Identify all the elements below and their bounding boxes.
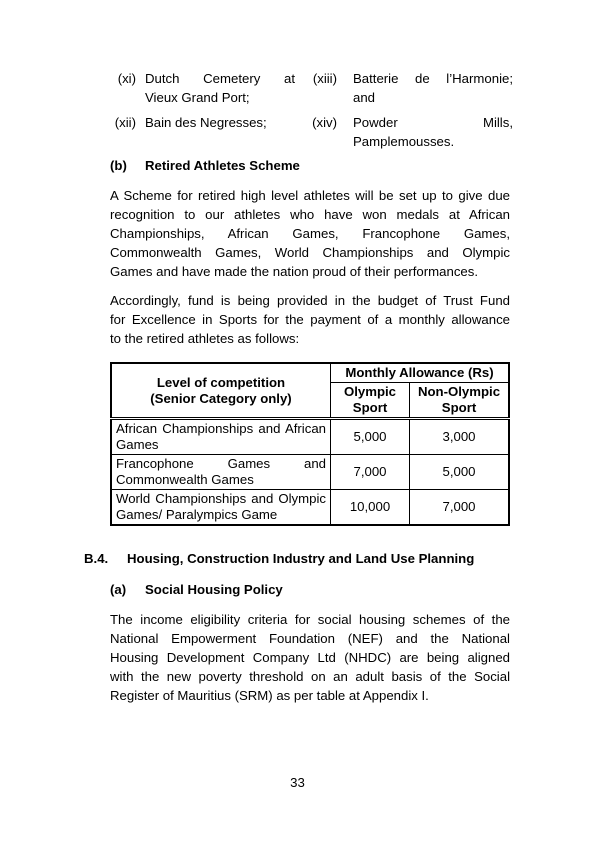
list-text: Powder Mills, Pamplemousses.: [353, 115, 513, 149]
column-header-olympic: Olympic Sport: [331, 383, 410, 419]
paragraph: The income eligibility criteria for social housing schemes of the National Empowerment Foundation (NEF) and the National Housing Development Company Ltd (NHDC) are being aligned with the new poverty threshold on an adult basis of the Social Register of Mauritius (SRM) as per table at Appendix I.: [110, 612, 510, 703]
table-cell-non-olympic: 5,000: [410, 455, 510, 490]
table-cell-non-olympic: 3,000: [410, 419, 510, 455]
list-text: Bain des Negresses;: [145, 115, 267, 130]
list-number: (xii): [114, 115, 136, 130]
table-cell-olympic: 10,000: [331, 490, 410, 526]
table-cell-olympic: 7,000: [331, 455, 410, 490]
table-header-row: [111, 363, 509, 383]
section-heading: Retired Athletes Scheme: [145, 158, 300, 173]
table-cell-level: World Championships and Olympic Games/ Paralympics Game: [111, 490, 331, 526]
heritage-sites-list: [98, 69, 513, 157]
table-cell-level: Francophone Games and Commonwealth Games: [111, 455, 331, 490]
table-cell-level: African Championships and African Games: [111, 419, 331, 455]
section-label: (a): [110, 582, 127, 597]
column-header-level: Level of competition (Senior Category only): [111, 363, 331, 419]
allowance-table: [110, 362, 510, 526]
section-heading: Social Housing Policy: [145, 582, 283, 597]
table-row: [111, 419, 509, 455]
table-cell-olympic: 5,000: [331, 419, 410, 455]
table-cell-non-olympic: 7,000: [410, 490, 510, 526]
table-row: [111, 490, 509, 526]
list-number: (xi): [117, 71, 136, 86]
section-heading: Housing, Construction Industry and Land Use Planning: [127, 551, 475, 566]
paragraph: Accordingly, fund is being provided in the budget of Trust Fund for Excellence in Sports for the payment of a monthly allowance to the retired athletes as follows:: [110, 293, 510, 346]
section-label: (b): [110, 158, 127, 173]
table-row: [111, 455, 509, 490]
page-number: 33: [290, 775, 305, 790]
column-header-non-olympic: Non-Olympic Sport: [410, 383, 510, 419]
list-text: Dutch Cemetery at Vieux Grand Port;: [145, 71, 295, 105]
list-number: (xiii): [312, 71, 337, 86]
section-label: B.4.: [84, 551, 109, 566]
list-item: [98, 113, 513, 151]
list-text: Batterie de l’Harmonie; and: [353, 71, 513, 105]
paragraph: A Scheme for retired high level athletes will be set up to give due recognition to our athletes who have won medals at African Championships, African Games, Francophone Games, Commonwealth Games, World Championships and Olympic Games and have made the nation proud of their performances.: [110, 188, 510, 279]
list-number: (xiv): [312, 115, 337, 130]
list-item: [98, 69, 513, 107]
column-group-header: Monthly Allowance (Rs): [331, 363, 510, 383]
